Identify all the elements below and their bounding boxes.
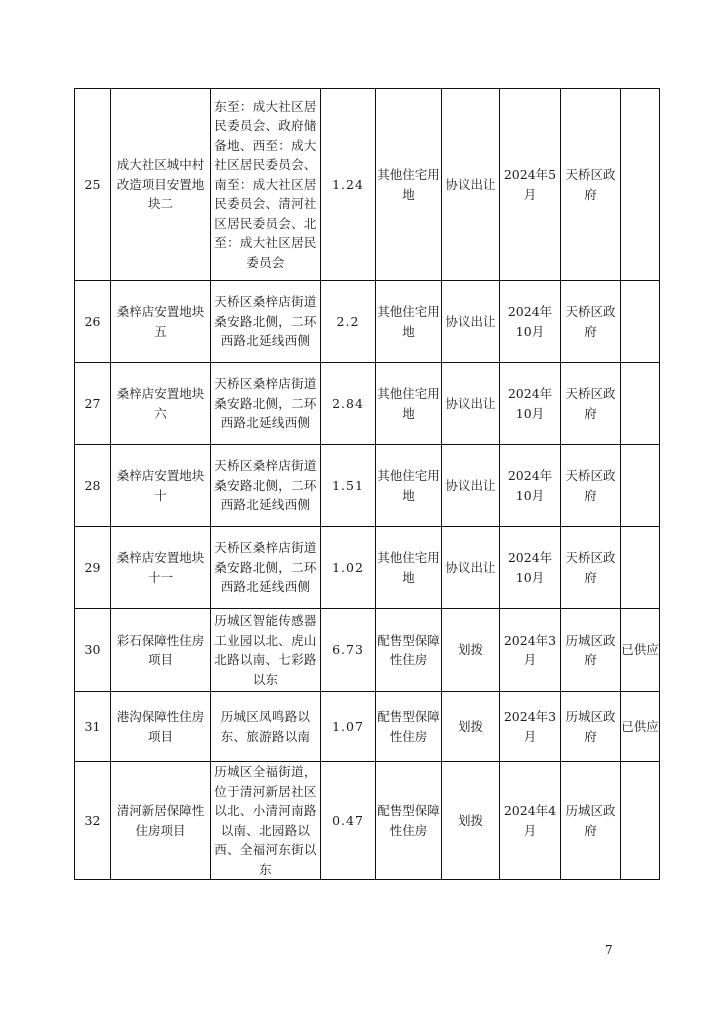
area-cell: 0.47: [321, 762, 376, 880]
land-use-cell: 其他住宅用地: [376, 89, 442, 281]
table-row: [75, 363, 660, 445]
location-cell: 天桥区桑梓店街道桑安路北侧，二环西路北延线西侧: [211, 527, 321, 609]
responsible-government-cell: 天桥区政府: [561, 363, 621, 445]
project-name-cell: 桑梓店安置地块五: [111, 281, 211, 363]
supply-status-cell: [621, 89, 660, 281]
supply-method-cell: 划拨: [442, 762, 500, 880]
row-index-cell: 27: [75, 363, 111, 445]
project-name-cell: 桑梓店安置地块十一: [111, 527, 211, 609]
supply-time-cell: 2024年10月: [500, 445, 561, 527]
land-use-cell: 其他住宅用地: [376, 281, 442, 363]
supply-time-cell: 2024年4月: [500, 762, 561, 880]
supply-time-cell: 2024年3月: [500, 692, 561, 762]
supply-method-cell: 划拨: [442, 692, 500, 762]
location-cell: 历城区凤鸣路以东、旅游路以南: [211, 692, 321, 762]
table-row: [75, 527, 660, 609]
row-index-cell: 28: [75, 445, 111, 527]
location-cell: 天桥区桑梓店街道桑安路北侧，二环西路北延线西侧: [211, 363, 321, 445]
land-use-cell: 其他住宅用地: [376, 445, 442, 527]
supply-status-cell: [621, 445, 660, 527]
land-use-cell: 其他住宅用地: [376, 527, 442, 609]
land-use-cell: 配售型保障性住房: [376, 692, 442, 762]
supply-time-cell: 2024年10月: [500, 527, 561, 609]
table-row: [75, 762, 660, 880]
area-cell: 6.73: [321, 609, 376, 692]
supply-method-cell: 协议出让: [442, 363, 500, 445]
project-name-cell: 彩石保障性住房项目: [111, 609, 211, 692]
table-body: [75, 89, 660, 880]
table-row: [75, 89, 660, 281]
supply-method-cell: 划拨: [442, 609, 500, 692]
table-row: [75, 609, 660, 692]
supply-status-cell: [621, 281, 660, 363]
responsible-government-cell: 历城区政府: [561, 609, 621, 692]
supply-time-cell: 2024年10月: [500, 363, 561, 445]
project-name-cell: 成大社区城中村改造项目安置地块二: [111, 89, 211, 281]
supply-time-cell: 2024年5月: [500, 89, 561, 281]
row-index-cell: 25: [75, 89, 111, 281]
supply-time-cell: 2024年10月: [500, 281, 561, 363]
responsible-government-cell: 历城区政府: [561, 762, 621, 880]
table-row: [75, 445, 660, 527]
location-cell: 天桥区桑梓店街道桑安路北侧，二环西路北延线西侧: [211, 445, 321, 527]
land-supply-table: [74, 88, 660, 880]
supply-status-cell: 已供应: [621, 609, 660, 692]
supply-status-cell: [621, 527, 660, 609]
row-index-cell: 26: [75, 281, 111, 363]
table-row: [75, 692, 660, 762]
project-name-cell: 桑梓店安置地块六: [111, 363, 211, 445]
supply-status-cell: 已供应: [621, 692, 660, 762]
row-index-cell: 29: [75, 527, 111, 609]
location-cell: 东至：成大社区居民委员会、政府储备地、西至：成大社区居民委员会、南至：成大社区居民委员会、清河社区居民委员会、北至：成大社区居民委员会: [211, 89, 321, 281]
page-number: 7: [605, 943, 613, 957]
land-use-cell: 配售型保障性住房: [376, 762, 442, 880]
supply-time-cell: 2024年3月: [500, 609, 561, 692]
land-use-cell: 配售型保障性住房: [376, 609, 442, 692]
responsible-government-cell: 天桥区政府: [561, 527, 621, 609]
responsible-government-cell: 天桥区政府: [561, 281, 621, 363]
area-cell: 1.07: [321, 692, 376, 762]
supply-method-cell: 协议出让: [442, 445, 500, 527]
responsible-government-cell: 天桥区政府: [561, 445, 621, 527]
area-cell: 1.02: [321, 527, 376, 609]
project-name-cell: 清河新居保障性住房项目: [111, 762, 211, 880]
location-cell: 历城区智能传感器工业园以北、虎山北路以南、七彩路以东: [211, 609, 321, 692]
row-index-cell: 31: [75, 692, 111, 762]
project-name-cell: 桑梓店安置地块十: [111, 445, 211, 527]
area-cell: 2.2: [321, 281, 376, 363]
row-index-cell: 30: [75, 609, 111, 692]
supply-status-cell: [621, 762, 660, 880]
project-name-cell: 港沟保障性住房项目: [111, 692, 211, 762]
responsible-government-cell: 天桥区政府: [561, 89, 621, 281]
supply-status-cell: [621, 363, 660, 445]
area-cell: 1.51: [321, 445, 376, 527]
supply-method-cell: 协议出让: [442, 89, 500, 281]
supply-method-cell: 协议出让: [442, 527, 500, 609]
area-cell: 2.84: [321, 363, 376, 445]
row-index-cell: 32: [75, 762, 111, 880]
location-cell: 天桥区桑梓店街道桑安路北侧，二环西路北延线西侧: [211, 281, 321, 363]
supply-method-cell: 协议出让: [442, 281, 500, 363]
responsible-government-cell: 历城区政府: [561, 692, 621, 762]
location-cell: 历城区全福街道，位于清河新居社区以北、小清河南路以南、北园路以西、全福河东街以东: [211, 762, 321, 880]
area-cell: 1.24: [321, 89, 376, 281]
land-use-cell: 其他住宅用地: [376, 363, 442, 445]
table-row: [75, 281, 660, 363]
